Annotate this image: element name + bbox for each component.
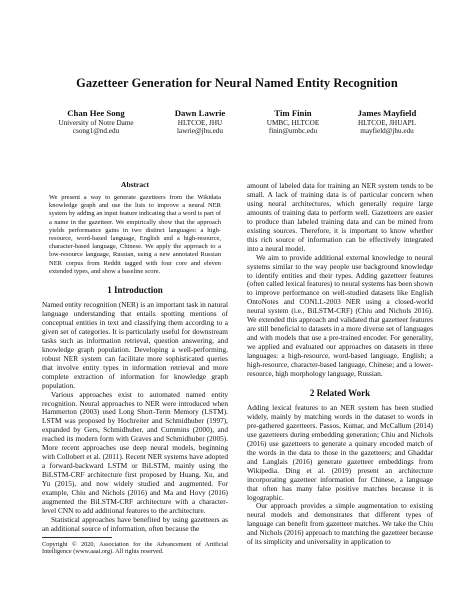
left-column — [42, 180, 228, 556]
author-name: James Mayfield — [357, 108, 417, 118]
author-affiliation: HLTCOE, JHUAPL — [357, 118, 417, 127]
author-2 — [160, 108, 240, 136]
author-affiliation: UMBC, HLTCOE — [266, 118, 320, 127]
abstract-text: We present a way to generate gazetteers from the Wikidata knowledge graph and use the lists to improve a neural NER system by adding an input feature indicating that a word is part of a name in the gazetteer. We empirically show that the approach yields performance gains in two distinct languages: a high-resource, word-based language, English and a high-resource, character-based language, Chinese. We apply the approach to a low-resource language, Russian, using a new annotated Russian NER corpus from Reddit tagged with four core and eleven extended types, and show a baseline score. — [49, 194, 221, 275]
author-name: Tim Finin — [274, 108, 312, 118]
author-1 — [50, 108, 142, 136]
body-paragraph-aims: We aim to provide additional external knowledge to neural systems similar to the way people use background knowledge to identify entities and their types. Adding gazetteer features (often called lexical features) to neural systems has been shown to improve performance on well-studied datasets like English OntoNotes and CONLL-2003 NER using a closed-world neural system (i.e., BiLSTM-CRF) (Chiu and Nichols 2016). We extended this approach and validated that gazetteer features are still beneficial to datasets in a more diverse set of languages and with models that use a pre-trained encoder. For generality, we applied and evaluated our approaches on datasets in three languages: a high-resource, word-based language, English; a high-resource, character-based language, Chinese; and a lower-resource, high morphology language, Russian. — [247, 252, 433, 379]
related-paragraph-2: Our approach provides a simple augmentation to existing neural models and demonstrates that different types of language can benefit from gazetteer matches. We take the Chiu and Nichols (2016) approach to matching the gazetteer because of its simplicity and universality in application to — [247, 501, 433, 547]
author-email: finin@umbc.edu — [268, 127, 318, 136]
body-paragraph-continued: amount of labeled data for training an NER system tends to be small. A lack of training data is of particular concern when using neural architectures, which generally require large amounts of training data to perform well. Gazetteers are easier to produce than labeled training data and can be mined from existing sources. Therefore, it is important to know whether this rich source of information can be effectively integrated into a neural model. — [247, 181, 433, 253]
author-affiliation: HLTCOE, JHU — [177, 118, 223, 127]
abstract-heading: Abstract — [121, 180, 149, 189]
author-name: Chan Hee Song — [67, 108, 125, 118]
author-3 — [253, 108, 333, 136]
author-affiliation: University of Notre Dame — [58, 118, 134, 127]
intro-paragraph-1: Named entity recognition (NER) is an important task in natural language understanding that entails spotting mentions of conceptual entities in text and classifying them according to a given set of categories. It is particularly useful for downstream tasks such as information retrieval, question answering, and knowledge graph population. Developing a well-performing, robust NER system can facilitate more sophisticated queries that involve entity types in information retrieval and more complete extraction of information for knowledge graph population. — [42, 300, 228, 390]
author-email: mayfield@jhu.edu — [360, 127, 414, 136]
section-heading-related-work: 2 Related Work — [309, 387, 371, 398]
section-heading-introduction: 1 Introduction — [107, 285, 163, 296]
author-email: csong1@nd.edu — [72, 127, 120, 136]
author-name: Dawn Lawrie — [174, 108, 226, 118]
intro-paragraph-3: Statistical approaches have benefited by using gazetteers as an additional source of information, often because the — [42, 514, 228, 533]
author-email: lawrie@jhu.edu — [177, 127, 223, 136]
paper-title: Gazetteer Generation for Neural Named Entity Recognition — [76, 76, 398, 90]
copyright-footnote: Copyright © 2020, Association for the Advancement of Artificial Intelligence (www.aaai.org). All rights reserved. — [42, 540, 228, 556]
intro-paragraph-2: Various approaches exist to automated named entity recognition. Neural approaches to NER were introduced when Hammerton (2003) used Long Short-Term Memory (LSTM). LSTM was proposed by Hochreiter and Schmidhuber (1997), expanded by Gers, Schmidhuber, and Cummins (2000), and reached its modern form with Graves and Schmidhuber (2005). More recent approaches use deep neural models, beginning with Collobert et al. (2011). Recent NER systems have adopted a forward-backward LSTM or BiLSTM, mainly using the BiLSTM-CRF architecture first proposed by Huang, Xu, and Yu (2015), and now widely studied and augmented. For example, Chiu and Nichols (2016) and Ma and Hovy (2016) augmented the BiLSTM-CRF architecture with a character-level CNN to add additional features to the architecture. — [42, 389, 228, 515]
right-column — [247, 182, 433, 547]
footnote-divider — [42, 537, 112, 538]
related-paragraph-1: Adding lexical features to an NER system has been studied widely, mainly by matching words in the dataset to words in pre-gathered gazetteers. Passos, Kumar, and McCallum (2014) use gazetteers during embedding generation; Chiu and Nichols (2016) use gazetteers to generate a quinary encoded match of the words in the data to those in the gazetteers; and Ghaddar and Langlais (2016) generate gazetteer embeddings from Wikipedia. Ding et al. (2019) present an architecture incorporating gazetteer information for Chinese, a language that often has many false positive matches because it is logographic. — [247, 402, 433, 502]
author-block — [0, 108, 474, 158]
author-4 — [342, 108, 432, 136]
